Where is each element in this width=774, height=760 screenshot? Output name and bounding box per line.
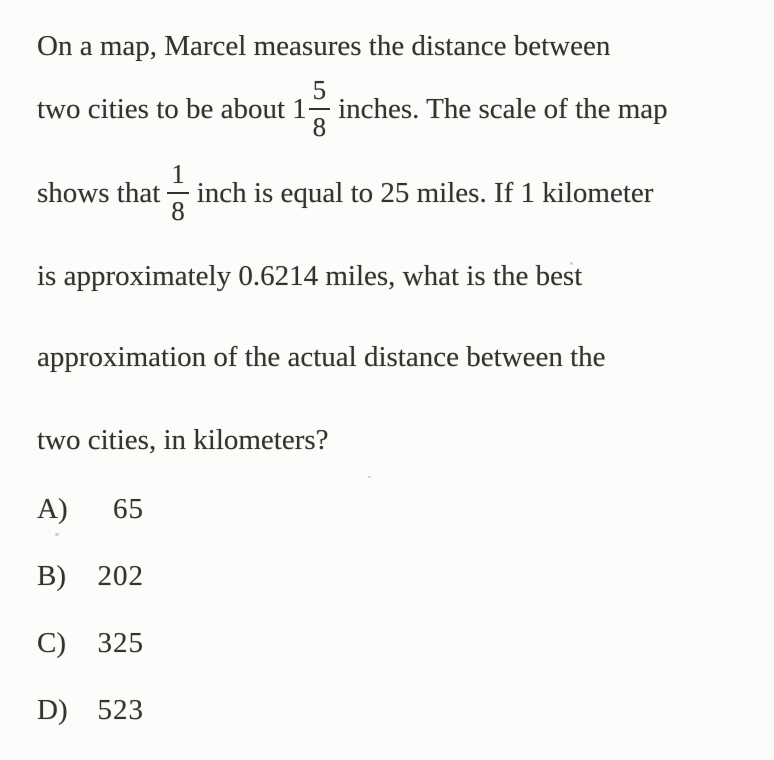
choice-label-d: D) <box>37 694 68 726</box>
answer-choices <box>37 493 754 727</box>
question-line-4 <box>37 260 754 293</box>
fraction-numerator: 1 <box>171 159 185 189</box>
fraction-five-eighths <box>309 77 331 141</box>
fraction-denominator: 8 <box>167 192 189 225</box>
question-text: two cities to be about <box>37 92 286 125</box>
question-text: inches. The scale of the map <box>338 92 668 125</box>
question-text: shows that <box>37 176 161 209</box>
question-text: two cities, in kilometers? <box>37 424 329 456</box>
question-line-3 <box>37 153 754 233</box>
choice-row-d <box>37 694 754 727</box>
fraction-one-eighth <box>167 161 189 225</box>
question-text: inch is equal to 25 miles. If 1 kilometer <box>196 176 654 209</box>
scan-speck <box>368 476 371 478</box>
question-line-1 <box>37 30 754 63</box>
choice-row-b <box>37 560 754 593</box>
question-text: approximation of the actual distance between the <box>37 341 606 373</box>
choice-label-b: B) <box>37 560 66 592</box>
question-text: On a map, Marcel measures the distance between <box>37 30 611 62</box>
choice-value-a: 65 <box>113 493 144 525</box>
choice-value-c: 325 <box>97 627 144 659</box>
choice-value-d: 523 <box>97 694 144 726</box>
question-line-2 <box>37 69 754 149</box>
question-text: is approximately 0.6214 miles, what is the best <box>37 260 583 292</box>
question-line-5 <box>37 341 754 374</box>
choice-row-a <box>37 493 754 526</box>
fraction-numerator: 5 <box>312 75 327 105</box>
scan-speck <box>55 533 59 536</box>
fraction-denominator: 8 <box>309 108 331 141</box>
choice-label-c: C) <box>37 627 66 659</box>
question-line-6 <box>37 424 754 457</box>
mixed-number-whole: 1 <box>292 92 307 125</box>
choice-label-a: A) <box>37 493 68 525</box>
scan-speck <box>570 262 573 265</box>
choice-row-c <box>37 627 754 660</box>
choice-value-b: 202 <box>97 560 144 592</box>
